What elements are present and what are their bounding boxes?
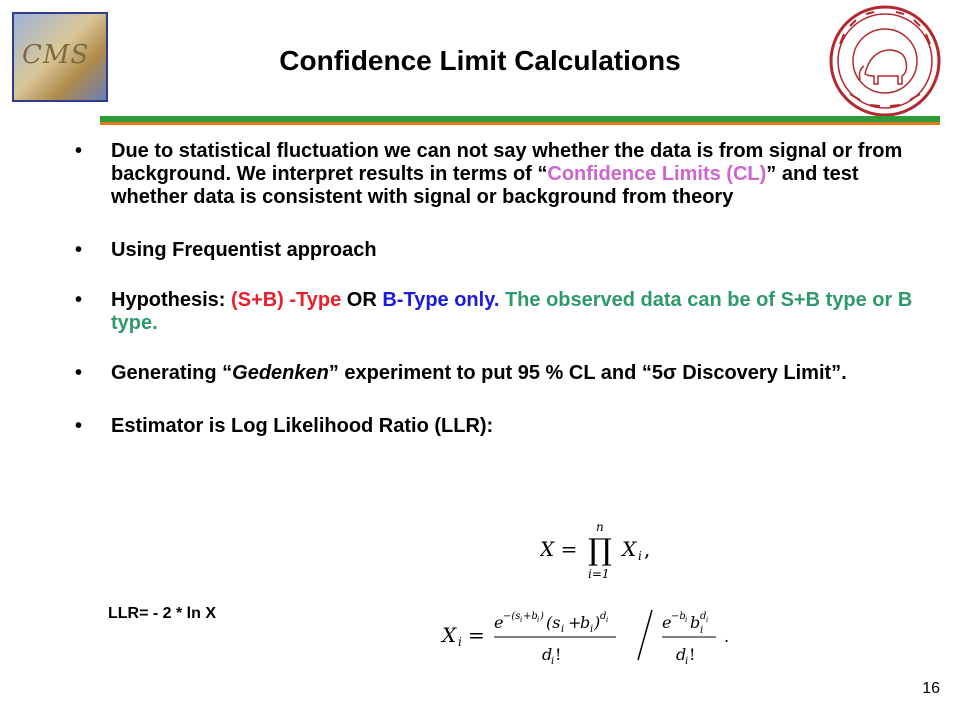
product-upper-limit: n bbox=[596, 520, 604, 534]
formula-lhs: X = bbox=[540, 537, 578, 561]
svg-text:i: i bbox=[458, 635, 462, 649]
bullet-text: Hypothesis: bbox=[111, 289, 232, 311]
product-lower-limit: i=1 bbox=[588, 567, 610, 581]
bullet-marker: • bbox=[75, 362, 83, 384]
svg-text:d: d bbox=[542, 645, 553, 664]
svg-text:i: i bbox=[551, 656, 555, 667]
svg-text:i: i bbox=[685, 656, 689, 667]
svg-text:d: d bbox=[700, 611, 707, 622]
page-number: 16 bbox=[922, 680, 940, 697]
svg-text:i: i bbox=[606, 616, 609, 624]
bullet-hypothesis bbox=[75, 289, 935, 335]
svg-text:b: b bbox=[690, 613, 701, 632]
svg-text:+b: +b bbox=[523, 611, 538, 622]
svg-text:e: e bbox=[662, 613, 672, 632]
svg-text:b: b bbox=[580, 613, 591, 632]
svg-text:=: = bbox=[468, 623, 485, 647]
svg-text:i: i bbox=[590, 624, 594, 635]
product-term: X bbox=[622, 537, 637, 561]
b-type-text: B-Type only. bbox=[382, 289, 500, 311]
product-formula bbox=[540, 520, 680, 582]
xi-formula bbox=[440, 600, 750, 670]
bullet-text: Generating “ bbox=[111, 362, 233, 384]
svg-text:X: X bbox=[442, 623, 457, 647]
svg-text:i: i bbox=[685, 616, 688, 624]
svg-text:d: d bbox=[600, 611, 607, 622]
svg-text:!: ! bbox=[689, 645, 696, 664]
gedenken-italic: Gedenken bbox=[232, 362, 329, 384]
bullet-text: ” and test whether data is consistent with signal or background from theory bbox=[111, 163, 859, 208]
cms-logo-text: CMS bbox=[22, 40, 90, 70]
bullet-text: Estimator is Log Likelihood Ratio (LLR): bbox=[111, 415, 494, 437]
svg-text:i: i bbox=[700, 625, 704, 636]
svg-text:−(s: −(s bbox=[503, 611, 521, 622]
bullet-gedenken bbox=[75, 362, 935, 385]
sb-type-text: (S+B) -Type bbox=[231, 289, 342, 311]
product-term-subscript: i bbox=[638, 549, 642, 563]
bullet-text: Using Frequentist approach bbox=[111, 239, 377, 261]
svg-text:!: ! bbox=[555, 645, 562, 664]
bullet-marker: • bbox=[75, 140, 83, 162]
bullet-marker: • bbox=[75, 415, 83, 437]
svg-text:): ) bbox=[540, 611, 544, 622]
bullet-marker: • bbox=[75, 239, 83, 261]
bullet-frequentist bbox=[75, 239, 935, 262]
svg-text:e: e bbox=[494, 613, 504, 632]
svg-text:i: i bbox=[537, 616, 540, 624]
bullet-estimator bbox=[75, 415, 935, 438]
svg-text:i: i bbox=[706, 616, 709, 624]
svg-text:+: + bbox=[568, 613, 582, 632]
bullet-text: Due to statistical fluctuation we can not say whether the data is from signal or from background. We interpret results in terms of “ bbox=[111, 140, 903, 185]
svg-text:.: . bbox=[724, 627, 730, 646]
svg-text:i: i bbox=[561, 624, 565, 635]
product-comma: , bbox=[644, 537, 651, 561]
bullet-list bbox=[75, 140, 935, 438]
llr-definition: LLR= - 2 * ln X bbox=[108, 605, 217, 622]
confidence-limits-highlight: Confidence Limits (CL) bbox=[547, 163, 767, 185]
header-rule-orange bbox=[100, 122, 940, 125]
product-symbol: ∏ bbox=[588, 533, 612, 568]
svg-text:−b: −b bbox=[671, 611, 686, 622]
svg-text:(s: (s bbox=[546, 613, 561, 632]
svg-text:d: d bbox=[676, 645, 687, 664]
bullet-statistical-fluctuation bbox=[75, 140, 935, 209]
slide-title: Confidence Limit Calculations bbox=[279, 45, 681, 76]
bullet-marker: • bbox=[75, 289, 83, 311]
bullet-text: ” experiment to put 95 % CL and “5σ Discovery Limit”. bbox=[328, 362, 847, 384]
svg-text:): ) bbox=[594, 613, 601, 632]
observed-data-text: The observed data can be of S+B type or B type. bbox=[111, 289, 913, 334]
svg-text:i: i bbox=[520, 616, 523, 624]
bullet-text: OR bbox=[341, 289, 383, 311]
